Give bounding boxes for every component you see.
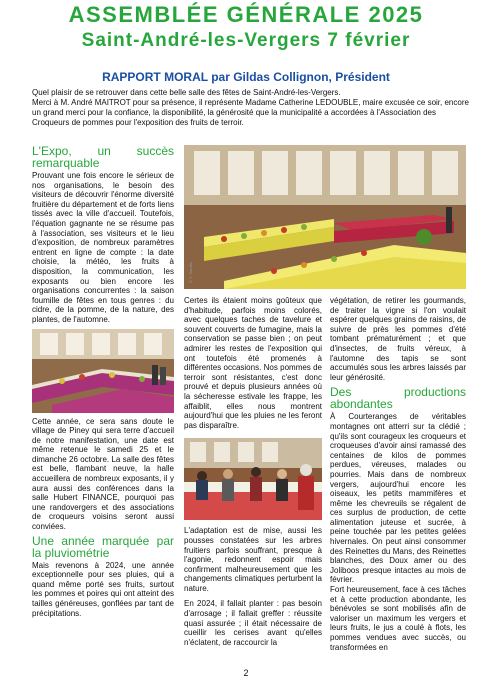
paragraph: Fort heureusement, face à ces tâches et à cette production abondante, les bénévoles se sont mobilisés afin de valoriser un maximum les vergers et leurs fruits, le jus a coulé à flots, les pommes vendues avec succès, ou transformées en	[330, 585, 466, 652]
paragraph: Cette année, ce sera sans doute le village de Piney qui sera terre d'accueil de notre manifestation, une date est même retenue le samedi 25 et le dimanche 26 octobre. La salle des fêtes est belle, flambant neuve, la halle accueillera de nombreux exposants, il y aura aussi des conférences dans la salle Hubert FINANCE, pourquoi pas une randovergers et des associations de croqueurs voisins seront aussi conviées.	[32, 416, 174, 532]
paragraph: L'adaptation est de mise, aussi les pousses constatées sur les arbres fruitiers parfois souffrant, presque à l'agonie, redonnent espoir mais confirment malheureusement que les changements climatiques perturbent la nature.	[184, 526, 322, 593]
intro-block	[32, 88, 472, 128]
paragraph: En 2024, il fallait planter : pas besoin d'arrosage ; il fallait greffer : réussite quasi assurée ; il était nécessaire de cueillir les cerises avant qu'elles n'éclatent, de raccourcir la	[184, 599, 322, 647]
paragraph: végétation, de retirer les gourmands, de traiter la vigne si l'on voulait espérer quelques grains de raisins, de suivre de près les pommes d'été tombant prématurément ; et que d'insectes, de fruits véreux, à l'automne des tapis se sont accumulés sous les arbres laissés par leur générosité.	[330, 296, 466, 382]
expo-hall-photo	[32, 329, 174, 413]
intro-paragraph: Quel plaisir de se retrouver dans cette belle salle des fêtes de Saint-André-les-Vergers.	[32, 88, 341, 97]
column-3	[330, 296, 466, 652]
column-1	[32, 145, 174, 618]
report-title: RAPPORT MORAL par Gildas Collignon, Président	[102, 70, 390, 84]
page-number: 2	[243, 668, 249, 678]
page-subtitle: Saint-André-les-Vergers 7 février	[81, 30, 411, 51]
page-title: ASSEMBLÉE GÉNÉRALE 2025	[68, 2, 424, 27]
paragraph: Certes ils étaient moins goûteux que d'habitude, parfois moins colorés, avec quelques taches de tavelure et souvent couverts de fumagine, mais la conservation se passe bien ; on peut admirer les restes de l'exposition qui ont toutefois été promenés à différentes occasions. Nos pommes de terroir sont résistantes, c'est donc prouvé et depuis plusieurs années où la sécheresse estivale les frappe, les affaiblit, elles nous montrent aujourd'hui que les pluies ne les feront pas disparaître.	[184, 296, 322, 430]
column-2	[184, 296, 322, 647]
intro-paragraph: Merci à M. André MAITROT pour sa présence, il représente Madame Catherine LEDOUBLE, maire excusée ce soir, encore un grand merci pour la confiance, la disponibilité, la générosité que la municipalité a accordées à l'Association des Croqueurs de pommes pour l'exposition des fruits de terroir.	[32, 98, 469, 127]
paragraph: Mais revenons à 2024, une année exceptionnelle pour ses pluies, qui a quand même porté ses fruits, surtout les pommes et poires qui ont atteint des tailles généreuses, gonflées par tant de précipitations.	[32, 560, 174, 618]
section-heading: L'Expo, un succès remarquable	[32, 144, 174, 170]
photo-credit: © Y. Sarafin	[188, 261, 193, 283]
expo-tables-photo	[184, 145, 466, 289]
visitors-photo	[184, 438, 322, 520]
paragraph: À Courteranges de véritables montagnes ont atterri sur ta clédié ; qu'ils sont courageux les croqueurs et croqueuses d'avoir ainsi ramassé des centaines de kilos de pommes perdues, véreuses, malades ou pourries. Mais dans de nombreux vergers, aujourd'hui encore les oiseaux, les petits mammifères et même les chevreuils se régalent de ces surplus de production, de cette alimentation juteuse et sucrée, à peine touchée par les petites gelées hivernales. On peut ainsi consommer des Reinettes du Mans, des Reinettes blanches, des Doux amer ou des Joliboos presque intactes au mois de février.	[330, 412, 466, 585]
paragraph: Prouvant une fois encore le sérieux de nos organisations, le besoin des visiteurs de découvrir l'énorme diversité fruitière du département et de forts liens tissés avec la ville d'accueil. Toutefois, l'équation gagnante ne se résume pas à l'association, ses visiteurs et le lieu d'exposition, de nombreux paramètres entrent en ligne de compte : la date choisie, la météo, les fruits à disposition, la communication, les exposants ou bien encore les organisations concurrentes : la saison foumille de fêtes en tous genres : du cidre, de la pomme, de la nature, des plantes, de l'automne.	[32, 171, 174, 324]
section-heading: Des productions abondantes	[330, 385, 466, 412]
section-heading: Une année marquée par la pluviométrie	[32, 533, 174, 560]
